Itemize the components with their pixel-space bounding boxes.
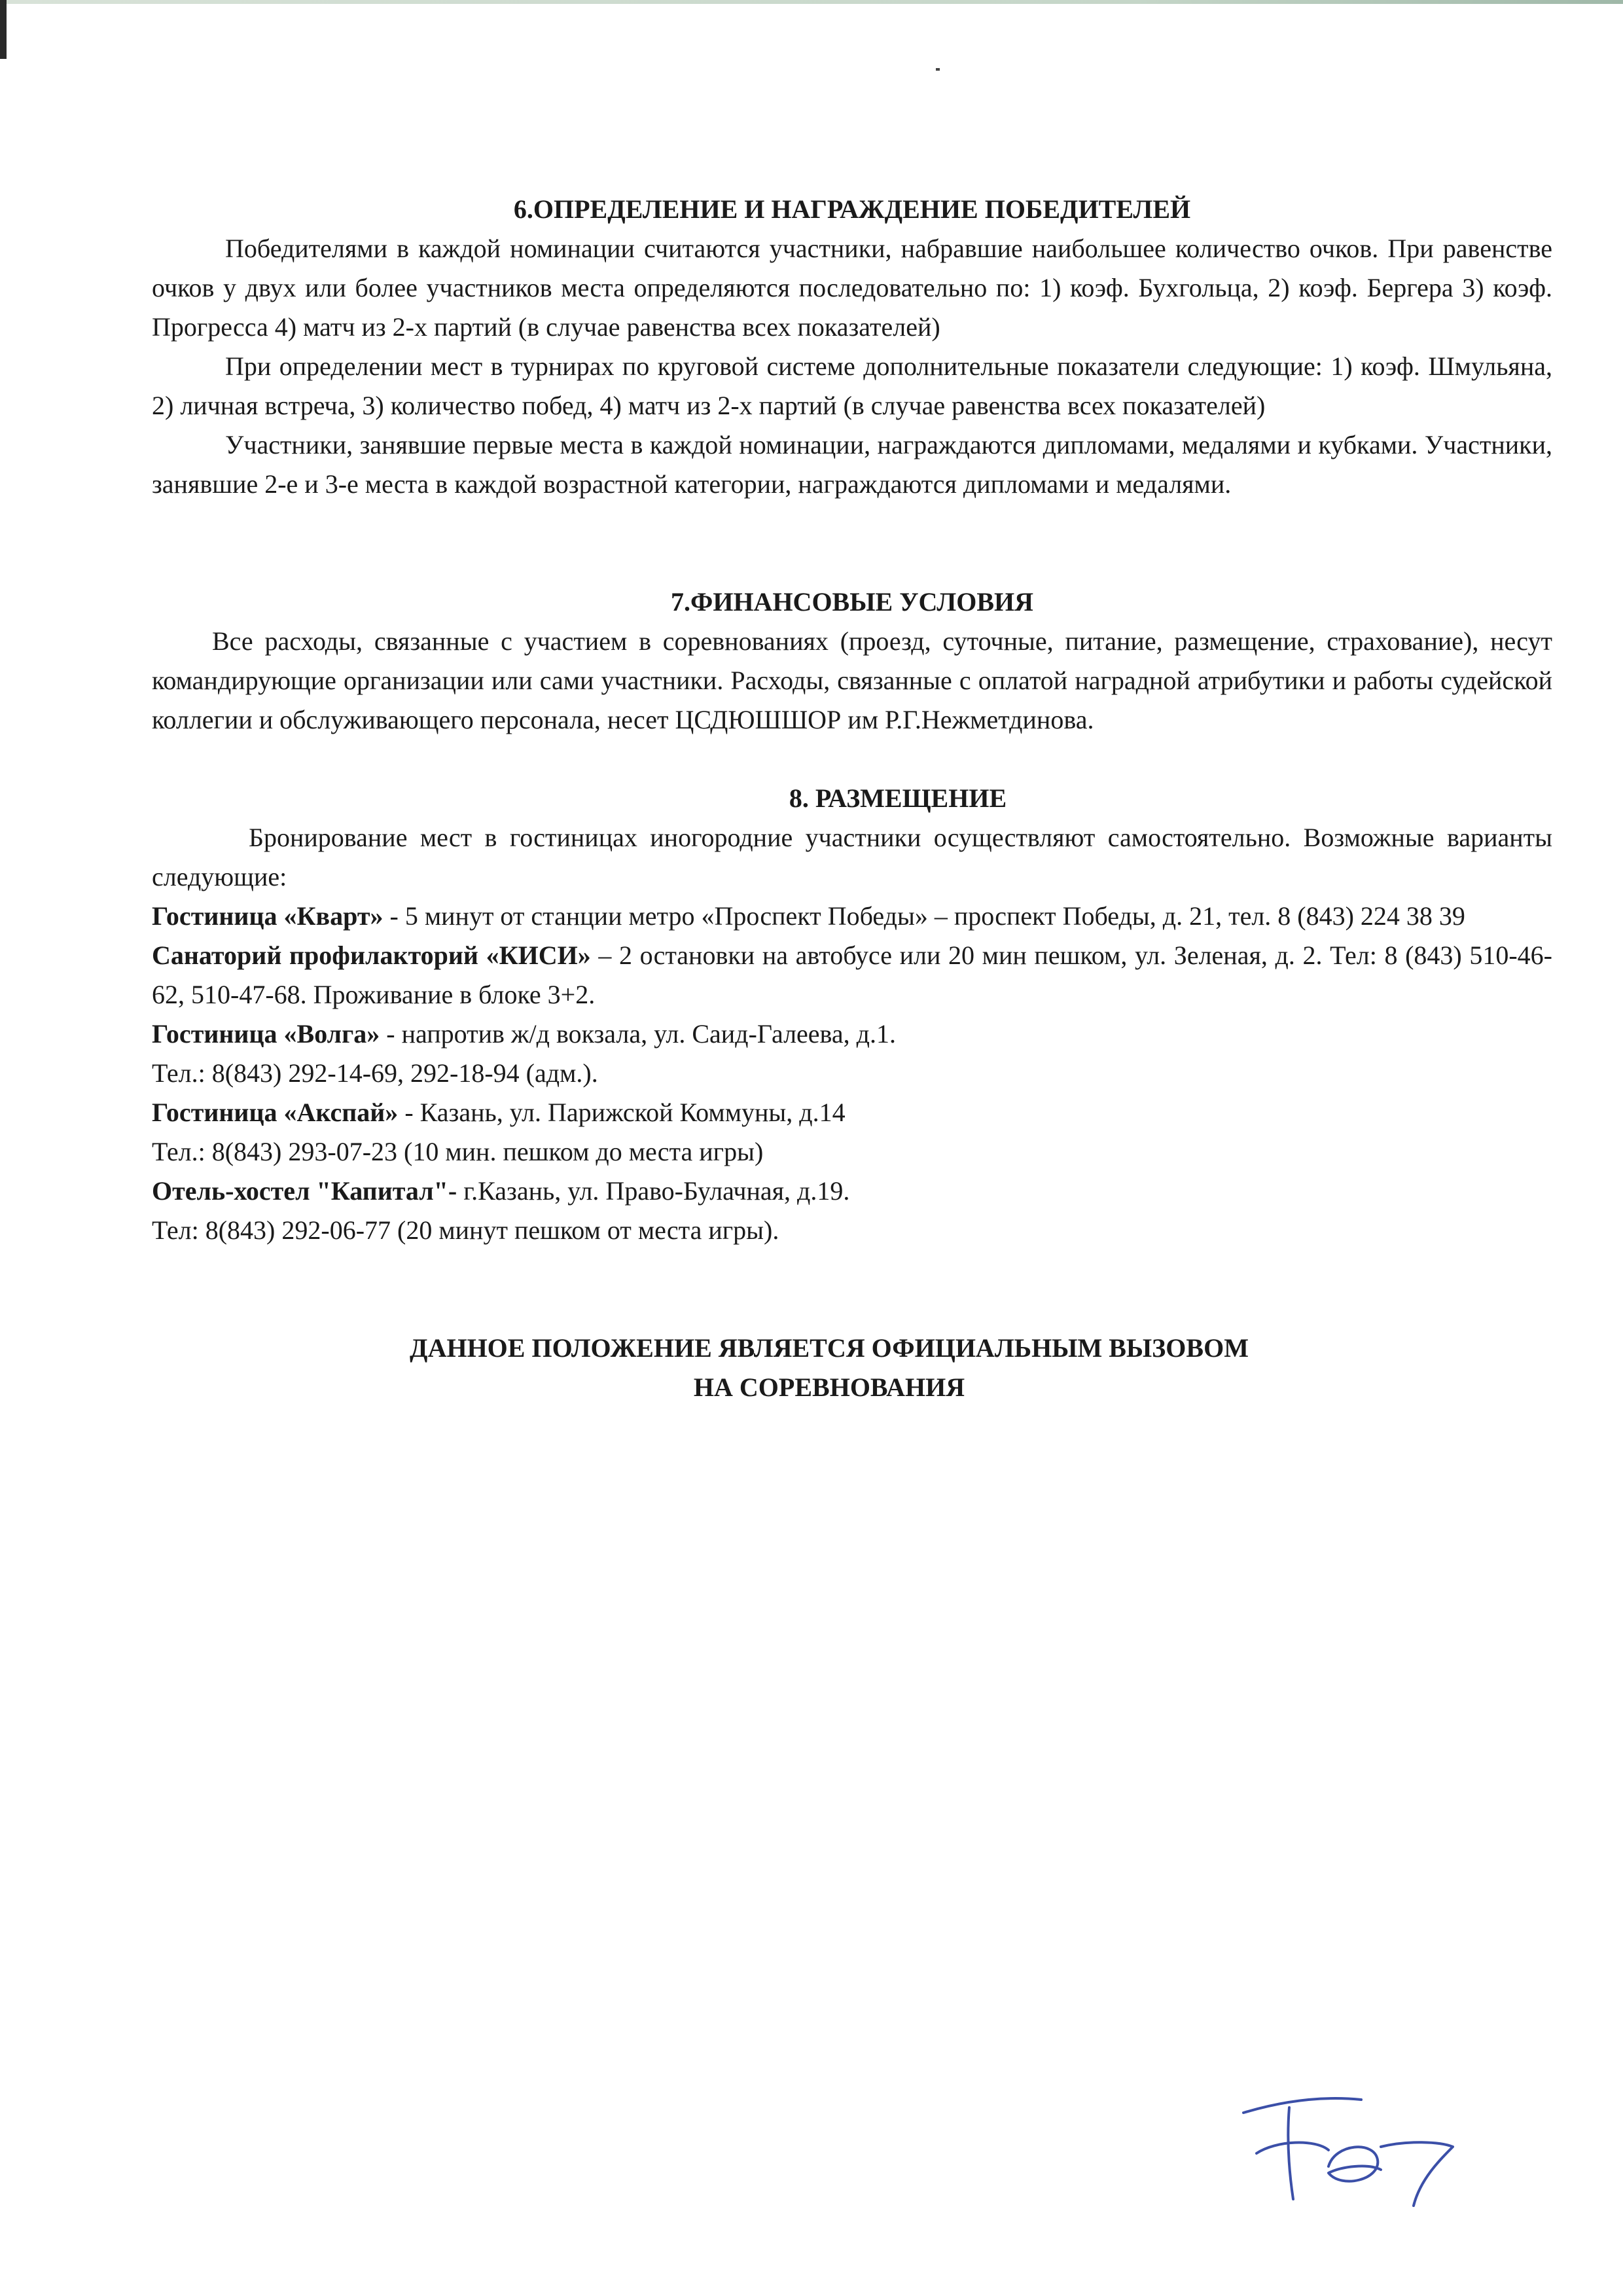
hotel-entry: [152, 936, 1552, 1014]
hotel-details: – 2 остановки на автобусе или 20 мин пешком, ул. Зеленая, д. 2. Тел: 8 (843) 510-46-62, 510-47-68. Проживание в блоке 3+2.: [152, 941, 1552, 1009]
section-8-title: 8. РАЗМЕЩЕНИЕ: [789, 783, 1007, 813]
section-6-paragraph-3: Участники, занявшие первые места в каждой номинации, награждаются дипломами, медалями и кубками. Участники, занявшие 2-е и 3-е места в каждой возрастной категории, награждаются дипломами и медалями.: [152, 430, 1552, 499]
closing-line-2: НА СОРЕВНОВАНИЯ: [693, 1372, 965, 1402]
hotel-phone: Тел: 8(843) 292-06-77 (20 минут пешком от места игры).: [152, 1215, 779, 1245]
signature-stroke: [1381, 2142, 1453, 2206]
hotel-phone: Тел.: 8(843) 292-14-69, 292-18-94 (адм.).: [152, 1058, 598, 1088]
hotel-entry: [152, 897, 1552, 936]
hotel-name: Отель-хостел "Капитал"-: [152, 1176, 457, 1206]
section-6-title: 6.ОПРЕДЕЛЕНИЕ И НАГРАЖДЕНИЕ ПОБЕДИТЕЛЕЙ: [513, 194, 1191, 224]
document-page: [152, 190, 1552, 1407]
hotel-name: Гостиница «Кварт»: [152, 901, 383, 931]
scan-speck: [936, 68, 940, 71]
hotel-entry: [152, 1093, 1552, 1132]
section-7-paragraph: Все расходы, связанные с участием в соревнованиях (проезд, суточные, питание, размещение, страхование), несут командирующие организации или сами участники. Расходы, связанные с оплатой наградной атрибутики и работы судейской коллегии и обслуживающего персонала, несет ЦСДЮШШОР им Р.Г.Нежметдинова.: [152, 626, 1552, 734]
hotel-entry: [152, 1172, 1552, 1211]
hotel-name: Гостиница «Волга»: [152, 1019, 380, 1049]
hotel-details: - Казань, ул. Парижской Коммуны, д.14: [398, 1098, 846, 1127]
hotel-name: Гостиница «Акспай»: [152, 1098, 399, 1127]
signature-stroke: [1329, 2147, 1381, 2181]
signature-icon: [1230, 2081, 1466, 2212]
hotel-details: г.Казань, ул. Право-Булачная, д.19.: [457, 1176, 850, 1206]
hotel-phone: Тел.: 8(843) 293-07-23 (10 мин. пешком до места игры): [152, 1137, 764, 1166]
hotel-entry: [152, 1014, 1552, 1054]
hotel-name: Санаторий профилакторий «КИСИ»: [152, 941, 591, 970]
section-7-title: 7.ФИНАНСОВЫЕ УСЛОВИЯ: [670, 587, 1034, 617]
signature-stroke: [1288, 2108, 1293, 2199]
scan-edge-top: [0, 0, 1623, 4]
closing-line-1: ДАННОЕ ПОЛОЖЕНИЕ ЯВЛЯЕТСЯ ОФИЦИАЛЬНЫМ ВЫЗОВОМ: [410, 1333, 1249, 1363]
section-6-paragraph-2: При определении мест в турнирах по круговой системе дополнительные показатели следующие: 1) коэф. Шмульяна, 2) личная встреча, 3) количество побед, 4) матч из 2-х партий (в случае равенства всех показателей): [152, 351, 1552, 420]
scan-edge-left: [0, 0, 7, 59]
section-6-paragraph-1: Победителями в каждой номинации считаются участники, набравшие наибольшее количество очков. При равенстве очков у двух или более участников места определяются последовательно по: 1) коэф. Бухгольца, 2) коэф. Бергера 3) коэф. Прогресса 4) матч из 2-х партий (в случае равенства всех показателей): [152, 234, 1552, 342]
hotel-details: - напротив ж/д вокзала, ул. Саид-Галеева, д.1.: [380, 1019, 897, 1049]
hotel-details: - 5 минут от станции метро «Проспект Победы» – проспект Победы, д. 21, тел. 8 (843) 224 38 39: [383, 901, 1465, 931]
closing-statement: [152, 1329, 1552, 1407]
signature-stroke: [1257, 2143, 1329, 2153]
section-8-intro: Бронирование мест в гостиницах иногородние участники осуществляют самостоятельно. Возможные варианты следующие:: [152, 823, 1552, 891]
signature-stroke: [1243, 2098, 1361, 2113]
